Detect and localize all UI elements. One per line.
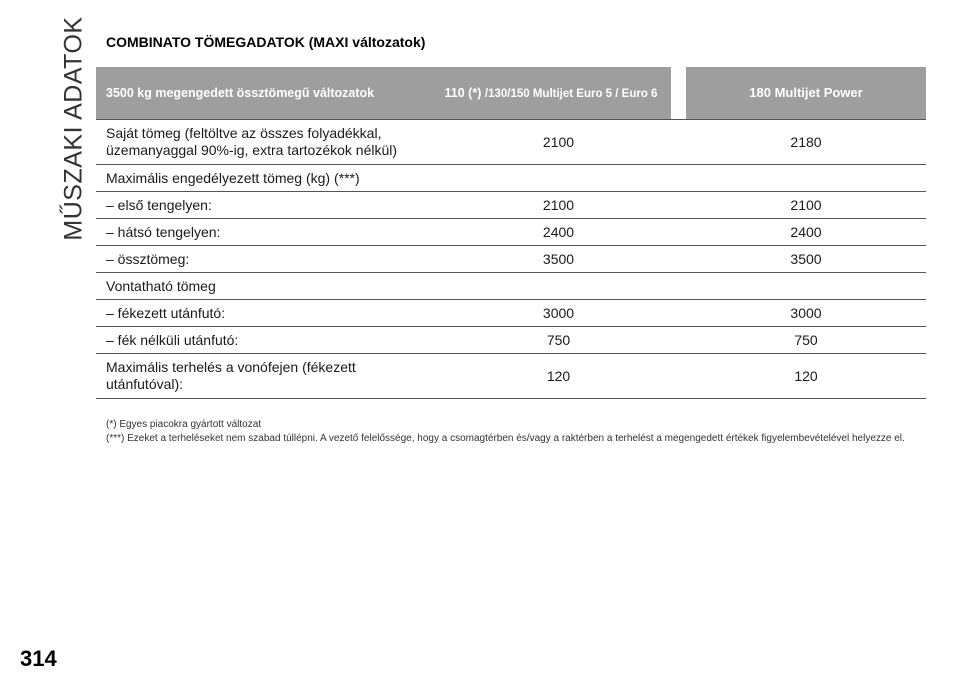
row-value-110: 3500 [431,246,686,273]
header-110-multijet [431,67,671,120]
row-value-110 [431,165,686,192]
row-value-180 [686,165,926,192]
row-value-110: 2400 [431,219,686,246]
side-title-text: MŰSZAKI ADATOK [59,15,88,241]
table-row [96,120,926,165]
row-value-180: 120 [686,354,926,399]
page-number: 314 [20,646,57,671]
section-side-title [54,15,94,241]
header-180-multijet-power: 180 Multijet Power [686,67,926,120]
row-value-110 [431,273,686,300]
row-label: – első tengelyen: [96,192,431,219]
table-header-row [96,67,926,120]
row-value-110: 2100 [431,120,686,165]
header-variants: 3500 kg megengedett össztömegű változatok [96,67,431,120]
header-gap [671,67,686,120]
header-110-small: /130/150 Multijet Euro 5 / Euro 6 [484,87,658,100]
table-row [96,300,926,327]
row-label: Maximális engedélyezett tömeg (kg) (***) [96,165,431,192]
row-value-180: 3000 [686,300,926,327]
row-value-110: 120 [431,354,686,399]
row-value-110: 750 [431,327,686,354]
row-label: – össztömeg: [96,246,431,273]
row-value-180: 2180 [686,120,926,165]
table-row [96,327,926,354]
row-label: – fék nélküli utánfutó: [96,327,431,354]
table-row [96,219,926,246]
footnotes [106,418,906,446]
row-value-180: 3500 [686,246,926,273]
row-label: – fékezett utánfutó: [96,300,431,327]
footnote-load: (***) Ezeket a terheléseket nem szabad túllépni. A vezető felelőssége, hogy a csomagtérben és/vagy a raktérben a terhelést a megengedett értékek figyelembevételével helyezze el. [106,433,905,444]
table-row [96,246,926,273]
section-title: COMBINATO TÖMEGADATOK (MAXI változatok) [106,34,426,50]
table-row [96,354,926,399]
row-label: Maximális terhelés a vonófejen (fékezett utánfutóval): [96,354,431,399]
row-value-180: 2100 [686,192,926,219]
row-value-180: 2400 [686,219,926,246]
row-label: Saját tömeg (feltöltve az összes folyadékkal, üzemanyaggal 90%-ig, extra tartozékok nélkül) [96,120,431,165]
row-value-110: 2100 [431,192,686,219]
table-row [96,165,926,192]
row-label: Vontatható tömeg [96,273,431,300]
table-row [96,273,926,300]
footnote-variant: (*) Egyes piacokra gyártott változat [106,419,262,430]
row-value-180 [686,273,926,300]
row-value-110: 3000 [431,300,686,327]
header-110-main: 110 (*) [444,85,482,100]
row-label: – hátsó tengelyen: [96,219,431,246]
weights-table [96,67,926,399]
table-row [96,192,926,219]
row-value-180: 750 [686,327,926,354]
